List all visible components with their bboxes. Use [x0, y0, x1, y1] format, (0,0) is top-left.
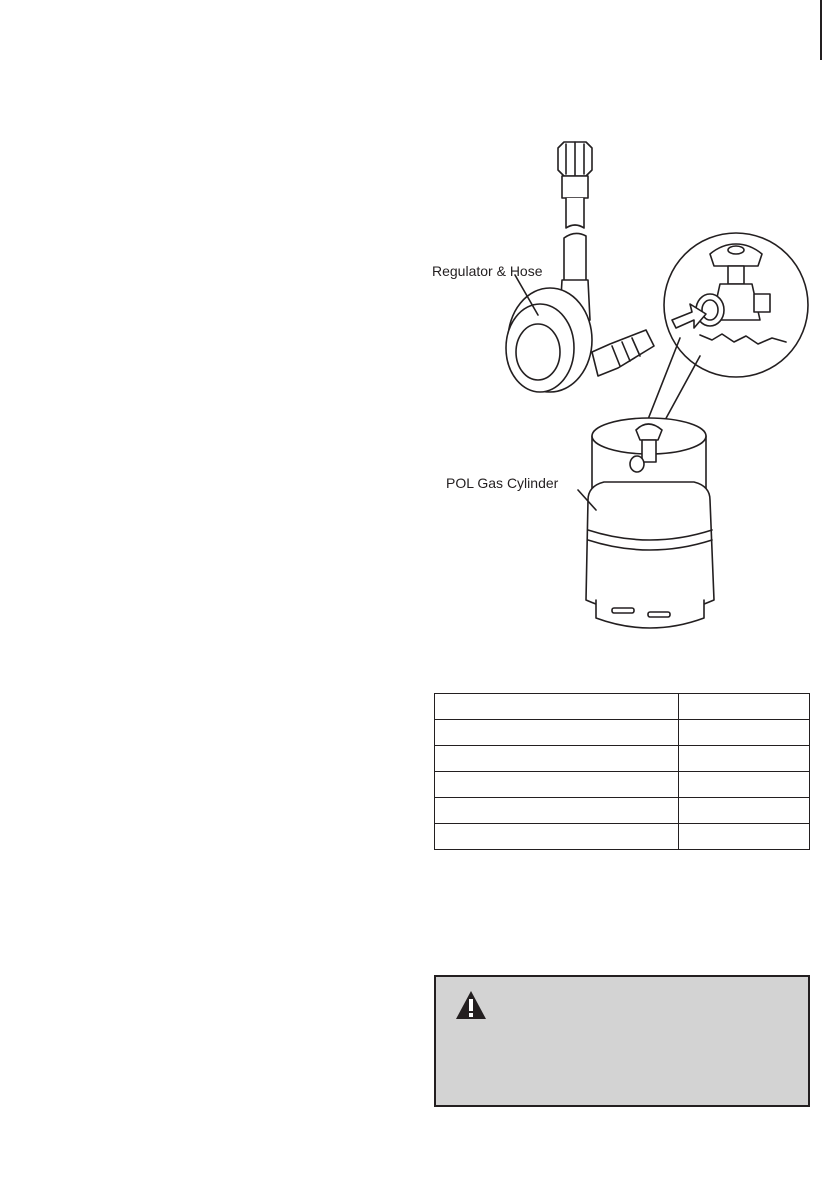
- table-cell: [679, 772, 810, 798]
- warning-triangle-icon: [454, 989, 488, 1021]
- regulator-icon: [506, 288, 654, 392]
- table-cell: [679, 824, 810, 850]
- spec-table: [434, 693, 810, 850]
- table-row: [435, 694, 810, 720]
- table-row: [435, 824, 810, 850]
- table-cell: [435, 772, 679, 798]
- gas-cylinder-icon: [586, 418, 714, 628]
- regulator-cylinder-illustration: [400, 130, 820, 640]
- table-cell: [679, 694, 810, 720]
- valve-detail-icon: [664, 233, 808, 377]
- table-row: [435, 798, 810, 824]
- table-row: [435, 772, 810, 798]
- table-cell: [435, 694, 679, 720]
- table-cell: [435, 824, 679, 850]
- table-cell: [435, 798, 679, 824]
- table-cell: [679, 746, 810, 772]
- table-cell: [435, 746, 679, 772]
- table-row: [435, 720, 810, 746]
- crop-mark: [820, 0, 822, 60]
- hose-nut-icon: [558, 142, 592, 198]
- table-cell: [679, 720, 810, 746]
- regulator-label: Regulator & Hose: [432, 263, 543, 279]
- warning-box: [434, 975, 810, 1107]
- table-cell: [679, 798, 810, 824]
- table-row: [435, 746, 810, 772]
- table-cell: [435, 720, 679, 746]
- cylinder-label: POL Gas Cylinder: [446, 475, 559, 491]
